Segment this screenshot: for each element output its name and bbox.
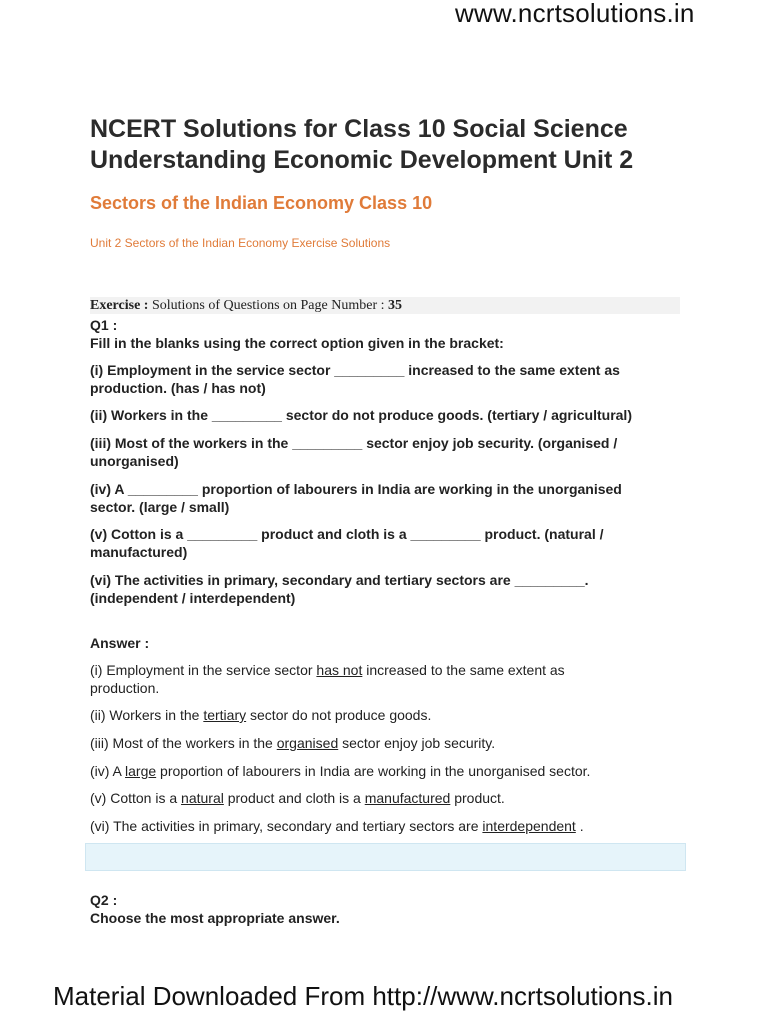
q1-item-4 — [90, 480, 690, 516]
answer-3-post: sector enjoy job security. — [338, 735, 496, 751]
answer-5-pre: (v) Cotton is a — [90, 790, 182, 806]
title-line-2: Understanding Economic Development Unit 2 — [90, 146, 634, 174]
answer-6-post: . — [575, 818, 584, 834]
q1-item-5-line1: (v) Cotton is a _________ product and cloth is a _________ product. (natural / — [90, 526, 604, 542]
q1-item-4-line1: (iv) A _________ proportion of labourers in India are working in the unorganised — [90, 481, 622, 497]
exercise-label: Exercise : — [90, 298, 149, 313]
answer-1-fill: has not — [316, 662, 363, 678]
q1-item-4-line2: sector. (large / small) — [90, 499, 230, 515]
q1-item-1-line1: (i) Employment in the service sector _________ increased to the same extent as — [90, 362, 620, 378]
separator-box — [85, 843, 686, 871]
q1-item-3 — [90, 434, 690, 470]
answer-2 — [90, 706, 690, 724]
q1-item-3-line2: unorganised) — [90, 453, 179, 469]
answer-3 — [90, 734, 690, 752]
q1-item-6-line2: (independent / interdependent) — [90, 590, 296, 606]
answer-4-pre: (iv) A — [90, 763, 126, 779]
answer-2-pre: (ii) Workers in the — [90, 707, 204, 723]
answer-6 — [90, 817, 690, 835]
answer-5 — [90, 789, 690, 807]
answer-5-mid: product and cloth is a — [223, 790, 365, 806]
q1-item-3-line1: (iii) Most of the workers in the _________ sector enjoy job security. (organised / — [90, 435, 618, 451]
answer-1-post: increased to the same extent as — [362, 662, 565, 678]
q2-instruction: Choose the most appropriate answer. — [90, 910, 340, 926]
q1-item-6-line1: (vi) The activities in primary, secondary and tertiary sectors are _________. — [90, 572, 589, 588]
section-sublink[interactable]: Unit 2 Sectors of the Indian Economy Exercise Solutions — [90, 236, 391, 250]
answer-2-fill: tertiary — [203, 707, 247, 723]
footer-credit: Material Downloaded From http://www.ncrtsolutions.in — [53, 981, 673, 1011]
answer-3-pre: (iii) Most of the workers in the — [90, 735, 277, 751]
section-subtitle: Sectors of the Indian Economy Class 10 — [90, 193, 433, 213]
q1-item-1 — [90, 361, 690, 397]
answer-1 — [90, 661, 690, 697]
q1-instruction: Fill in the blanks using the correct option given in the bracket: — [90, 335, 504, 351]
q1-item-1-line2: production. (has / has not) — [90, 380, 266, 396]
q1-number: Q1 : — [90, 317, 118, 333]
exercise-page: 35 — [388, 298, 402, 313]
answer-4 — [90, 762, 690, 780]
answer-6-fill: interdependent — [482, 818, 576, 834]
answer-label: Answer : — [90, 635, 150, 651]
answer-5-fill-2: manufactured — [364, 790, 451, 806]
answer-4-post: proportion of labourers in India are working in the unorganised sector. — [156, 763, 591, 779]
answer-1-line2: production. — [90, 680, 160, 696]
q1-item-6 — [90, 571, 690, 607]
answer-2-post: sector do not produce goods. — [246, 707, 432, 723]
answer-6-pre: (vi) The activities in primary, secondary and tertiary sectors are — [90, 818, 483, 834]
title-line-1: NCERT Solutions for Class 10 Social Science — [90, 115, 628, 143]
answer-1-pre: (i) Employment in the service sector — [90, 662, 317, 678]
q1-item-5 — [90, 525, 690, 561]
answer-4-fill: large — [125, 763, 157, 779]
q1-item-2 — [90, 406, 690, 424]
page-title — [90, 114, 710, 176]
exercise-text: Solutions of Questions on Page Number : — [151, 298, 385, 313]
q1-item-5-line2: manufactured) — [90, 544, 188, 560]
q2-number: Q2 : — [90, 892, 118, 908]
answer-5-fill-1: natural — [181, 790, 224, 806]
exercise-bar — [90, 297, 680, 314]
q1-item-2-line1: (ii) Workers in the _________ sector do not produce goods. (tertiary / agricultural) — [90, 407, 632, 423]
answer-5-post: product. — [450, 790, 505, 806]
answer-3-fill: organised — [276, 735, 339, 751]
site-url[interactable]: www.ncrtsolutions.in — [455, 0, 695, 28]
